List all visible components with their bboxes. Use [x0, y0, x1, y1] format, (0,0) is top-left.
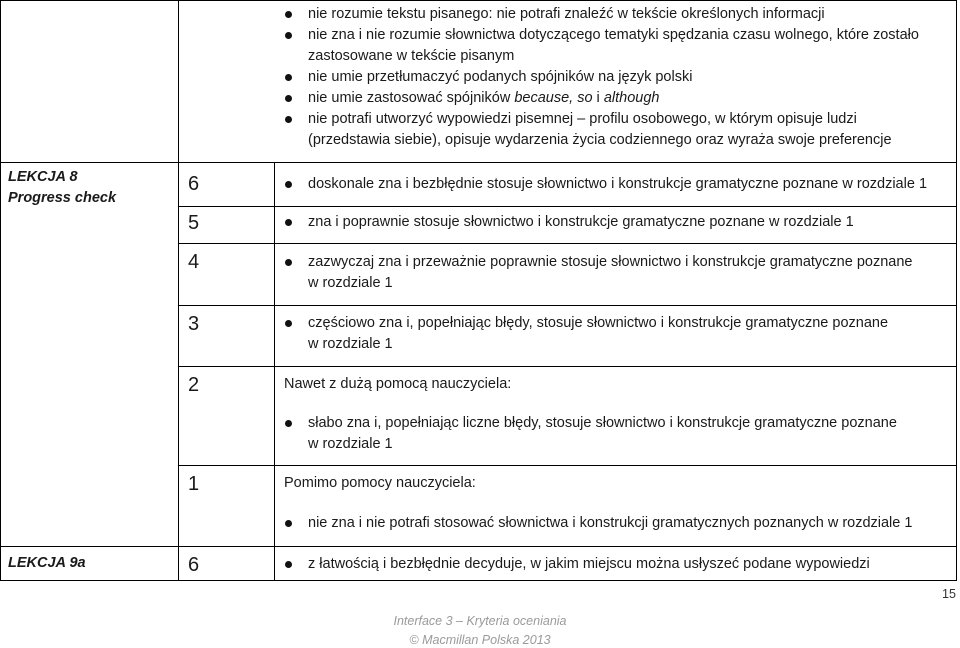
footer-copyright: © Macmillan Polska 2013	[409, 633, 551, 647]
criterion-text: nie umie zastosować spójników	[308, 90, 515, 106]
bullet-icon	[285, 420, 292, 427]
grade-number: 3	[188, 313, 200, 335]
column-divider-grade	[274, 162, 275, 581]
criterion-line: zazwyczaj zna i przeważnie poprawnie stosuje słownictwo i konstrukcje gramatyczne poznane	[308, 254, 913, 270]
table-border-right	[956, 0, 957, 581]
grade-number: 6	[188, 554, 200, 576]
grade-number: 5	[188, 212, 200, 234]
bullet-icon	[285, 561, 292, 568]
bullet-icon	[285, 259, 292, 266]
grade-number: 1	[188, 473, 200, 495]
criterion-intro: Nawet z dużą pomocą nauczyciela:	[284, 376, 512, 392]
bullet-icon	[285, 32, 292, 39]
criterion-line: zastosowane w tekście pisanym	[308, 48, 515, 64]
grade-number: 4	[188, 251, 200, 273]
lesson-title: LEKCJA 8	[8, 169, 78, 185]
criterion-line: w rozdziale 1	[308, 275, 393, 291]
row-divider	[178, 243, 957, 244]
bullet-icon	[285, 219, 292, 226]
grade-number: 2	[188, 374, 200, 396]
bullet-icon	[285, 11, 292, 18]
grade-number: 6	[188, 173, 200, 195]
criterion-text-italic: although	[603, 90, 660, 106]
criterion-line: nie umie przetłumaczyć podanych spójników na język polski	[308, 69, 693, 85]
criterion-line: słabo zna i, popełniając liczne błędy, stosuje słownictwo i konstrukcje gramatyczne poznane	[308, 415, 897, 431]
criterion-text-italic: because, so	[514, 90, 593, 106]
criterion-line: w rozdziale 1	[308, 336, 393, 352]
lesson-title: LEKCJA 9a	[8, 555, 86, 571]
row-divider	[178, 206, 957, 207]
criterion-line	[308, 88, 659, 109]
row-divider	[178, 305, 957, 306]
row-divider	[0, 546, 957, 547]
bullet-icon	[285, 181, 292, 188]
bullet-icon	[285, 320, 292, 327]
table-border-bottom	[0, 580, 957, 581]
lesson-subtitle: Progress check	[8, 190, 117, 206]
row-divider	[178, 366, 957, 367]
criterion-text: i	[592, 90, 604, 106]
criterion-line: częściowo zna i, popełniając błędy, stosuje słownictwo i konstrukcje gramatyczne poznane	[308, 315, 889, 331]
criterion-line: nie potrafi utworzyć wypowiedzi pisemnej – profilu osobowego, w którym opisuje ludzi	[308, 111, 857, 127]
bullet-icon	[285, 520, 292, 527]
bullet-icon	[285, 95, 292, 102]
criterion-line: nie rozumie tekstu pisanego: nie potrafi znaleźć w tekście określonych informacji	[308, 6, 825, 22]
column-divider-lesson	[178, 0, 179, 581]
criterion-line: nie zna i nie potrafi stosować słownictwa i konstrukcji gramatycznych poznanych w rozdziale 1	[308, 515, 913, 531]
footer-title: Interface 3 – Kryteria oceniania	[393, 614, 567, 628]
table-border-top	[0, 0, 957, 1]
row-divider	[0, 162, 957, 163]
criterion-line: z łatwością i bezbłędnie decyduje, w jakim miejscu można usłyszeć podane wypowiedzi	[308, 556, 870, 572]
bullet-icon	[285, 116, 292, 123]
bullet-icon	[285, 74, 292, 81]
criterion-line: zna i poprawnie stosuje słownictwo i konstrukcje gramatyczne poznane w rozdziale 1	[308, 214, 854, 230]
criterion-line: (przedstawia siebie), opisuje wydarzenia życia codziennego oraz wyraża swoje preferencje	[308, 132, 892, 148]
criterion-intro: Pomimo pomocy nauczyciela:	[284, 475, 476, 491]
table-border-left	[0, 0, 1, 581]
row-divider	[178, 465, 957, 466]
page-number: 15	[942, 587, 956, 601]
criterion-line: nie zna i nie rozumie słownictwa dotyczącego tematyki spędzania czasu wolnego, które zostało	[308, 27, 919, 43]
criterion-line: doskonale zna i bezbłędnie stosuje słownictwo i konstrukcje gramatyczne poznane w rozdziale 1	[308, 176, 928, 192]
criterion-line: w rozdziale 1	[308, 436, 393, 452]
